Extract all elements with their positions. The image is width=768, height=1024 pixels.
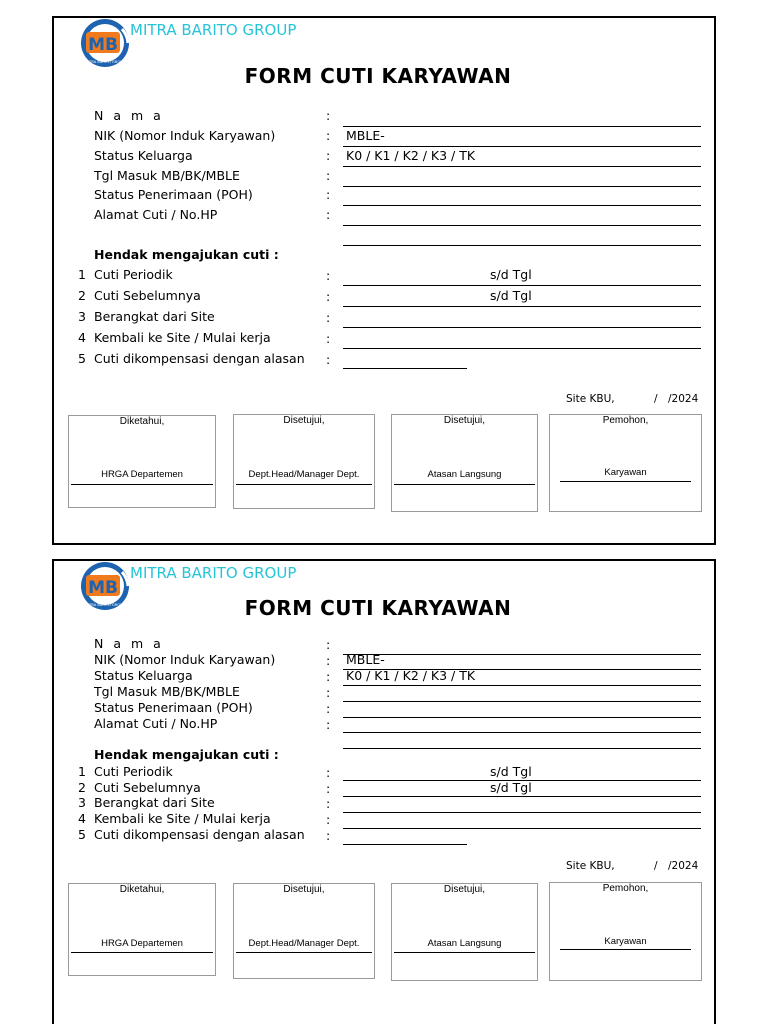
signature-line[interactable] [236, 484, 372, 485]
signature-role: HRGA Departemen [101, 469, 183, 480]
section-heading: Hendak mengajukan cuti : [94, 247, 279, 262]
colon: : [326, 701, 331, 716]
signature-top: Pemohon, [602, 415, 649, 426]
colon: : [326, 207, 331, 222]
colon: : [326, 828, 331, 843]
logo-ring-text: MITRA BARITO GROUP [85, 603, 125, 607]
nik-value: MBLE- [346, 652, 385, 667]
signature-line[interactable] [394, 484, 535, 485]
signature-box-depthead [233, 414, 375, 509]
colon: : [326, 148, 331, 163]
signature-box-pemohon [549, 414, 702, 512]
kembali-field[interactable] [343, 828, 701, 829]
logo-letters: MB [88, 35, 118, 55]
section-heading: Hendak mengajukan cuti : [94, 747, 279, 762]
cuti-sebelumnya-field[interactable] [343, 796, 701, 797]
signature-role: HRGA Departemen [101, 938, 183, 949]
signature-box-depthead [233, 883, 375, 979]
label-cuti-sebelumnya: Cuti Sebelumnya [94, 780, 201, 795]
site-place: Site KBU, [566, 393, 615, 405]
cuti-sebelumnya-field[interactable] [343, 306, 701, 307]
nama-field[interactable] [343, 654, 701, 655]
berangkat-field[interactable] [343, 812, 701, 813]
item-number: 5 [78, 351, 86, 366]
signature-top: Disetujui, [283, 415, 325, 426]
signature-role: Atasan Langsung [427, 938, 502, 949]
alamat-cuti-field-2[interactable] [343, 245, 701, 246]
sd-tgl: s/d Tgl [490, 764, 532, 779]
label-cuti-periodik: Cuti Periodik [94, 764, 173, 779]
sd-tgl: s/d Tgl [490, 267, 532, 282]
site-date [566, 393, 698, 405]
signature-top: Pemohon, [602, 883, 649, 894]
colon: : [326, 765, 331, 780]
nik-value: MBLE- [346, 128, 385, 143]
sd-tgl: s/d Tgl [490, 288, 532, 303]
nik-field[interactable] [343, 146, 701, 147]
signature-top: Disetujui, [443, 884, 486, 895]
item-number: 1 [78, 764, 86, 779]
signature-box-pemohon [549, 882, 702, 981]
status-penerimaan-field[interactable] [343, 717, 701, 718]
signature-line[interactable] [236, 952, 372, 953]
item-number: 3 [78, 795, 86, 810]
status-keluarga-field[interactable] [343, 166, 701, 167]
signature-line[interactable] [394, 952, 535, 953]
label-kembali: Kembali ke Site / Mulai kerja [94, 330, 271, 345]
label-berangkat: Berangkat dari Site [94, 309, 215, 324]
colon: : [326, 653, 331, 668]
signature-top: Disetujui, [283, 884, 325, 895]
colon: : [326, 289, 331, 304]
signature-top: Disetujui, [443, 415, 486, 426]
signature-box-hrga [68, 415, 216, 508]
item-number: 3 [78, 309, 86, 324]
leave-form-top [52, 16, 716, 545]
signature-line[interactable] [71, 484, 213, 485]
form-title: FORM CUTI KARYAWAN [244, 596, 512, 620]
colon: : [326, 637, 331, 652]
item-number: 2 [78, 780, 86, 795]
signature-role: Dept.Head/Manager Dept. [248, 938, 360, 949]
signature-role: Dept.Head/Manager Dept. [248, 469, 360, 480]
site-year: /2024 [668, 860, 699, 872]
kompensasi-field[interactable] [343, 844, 467, 845]
logo-letters: MB [88, 578, 118, 598]
item-number: 4 [78, 811, 86, 826]
tgl-masuk-field[interactable] [343, 186, 701, 187]
colon: : [326, 717, 331, 732]
site-date [566, 860, 698, 872]
label-status-keluarga: Status Keluarga [94, 148, 193, 163]
cuti-periodik-field[interactable] [343, 285, 701, 286]
colon: : [326, 108, 331, 123]
colon: : [326, 268, 331, 283]
label-status-penerimaan: Status Penerimaan (POH) [94, 700, 253, 715]
sd-tgl: s/d Tgl [490, 780, 532, 795]
label-nama: N a m a [94, 108, 164, 123]
signature-line[interactable] [71, 952, 213, 953]
date-sep: / [654, 860, 658, 872]
nama-field[interactable] [343, 126, 701, 127]
alamat-cuti-field[interactable] [343, 732, 701, 733]
item-number: 1 [78, 267, 86, 282]
kompensasi-field[interactable] [343, 368, 467, 369]
company-name: MITRA BARITO GROUP [130, 21, 297, 39]
status-penerimaan-field[interactable] [343, 205, 701, 206]
signature-top: Diketahui, [119, 416, 165, 427]
form-title: FORM CUTI KARYAWAN [244, 64, 512, 88]
label-nik: NIK (Nomor Induk Karyawan) [94, 652, 276, 667]
date-sep: / [654, 393, 658, 405]
colon: : [326, 187, 331, 202]
label-tgl-masuk: Tgl Masuk MB/BK/MBLE [94, 684, 240, 699]
signature-line[interactable] [560, 481, 691, 482]
status-keluarga-options: K0 / K1 / K2 / K3 / TK [346, 148, 476, 163]
label-alamat-cuti: Alamat Cuti / No.HP [94, 716, 218, 731]
label-cuti-periodik: Cuti Periodik [94, 267, 173, 282]
colon: : [326, 781, 331, 796]
status-keluarga-field[interactable] [343, 685, 701, 686]
colon: : [326, 310, 331, 325]
label-cuti-sebelumnya: Cuti Sebelumnya [94, 288, 201, 303]
tgl-masuk-field[interactable] [343, 701, 701, 702]
status-keluarga-options: K0 / K1 / K2 / K3 / TK [346, 668, 476, 683]
leave-form-bottom [52, 559, 716, 1024]
colon: : [326, 796, 331, 811]
colon: : [326, 685, 331, 700]
signature-box-atasan [391, 883, 538, 981]
label-kompensasi: Cuti dikompensasi dengan alasan [94, 351, 305, 366]
label-kompensasi: Cuti dikompensasi dengan alasan [94, 827, 305, 842]
label-nik: NIK (Nomor Induk Karyawan) [94, 128, 276, 143]
colon: : [326, 128, 331, 143]
alamat-cuti-field-2[interactable] [343, 748, 701, 749]
label-status-keluarga: Status Keluarga [94, 668, 193, 683]
item-number: 5 [78, 827, 86, 842]
label-berangkat: Berangkat dari Site [94, 795, 215, 810]
signature-box-hrga [68, 883, 216, 976]
site-place: Site KBU, [566, 860, 615, 872]
label-kembali: Kembali ke Site / Mulai kerja [94, 811, 271, 826]
kembali-field[interactable] [343, 348, 701, 349]
signature-role: Atasan Langsung [427, 469, 502, 480]
signature-role: Karyawan [604, 467, 647, 478]
colon: : [326, 812, 331, 827]
label-alamat-cuti: Alamat Cuti / No.HP [94, 207, 218, 222]
logo-ring-text: MITRA BARITO GROUP [85, 60, 125, 64]
colon: : [326, 331, 331, 346]
colon: : [326, 669, 331, 684]
label-tgl-masuk: Tgl Masuk MB/BK/MBLE [94, 168, 240, 183]
signature-role: Karyawan [604, 936, 647, 947]
signature-line[interactable] [560, 949, 691, 950]
colon: : [326, 168, 331, 183]
signature-box-atasan [391, 414, 538, 512]
site-year: /2024 [668, 393, 699, 405]
mbg-logo-icon [78, 19, 132, 67]
label-status-penerimaan: Status Penerimaan (POH) [94, 187, 253, 202]
label-nama: N a m a [94, 636, 164, 651]
colon: : [326, 352, 331, 367]
item-number: 4 [78, 330, 86, 345]
item-number: 2 [78, 288, 86, 303]
signature-top: Diketahui, [119, 884, 165, 895]
alamat-cuti-field[interactable] [343, 225, 701, 226]
berangkat-field[interactable] [343, 327, 701, 328]
company-name: MITRA BARITO GROUP [130, 564, 297, 582]
